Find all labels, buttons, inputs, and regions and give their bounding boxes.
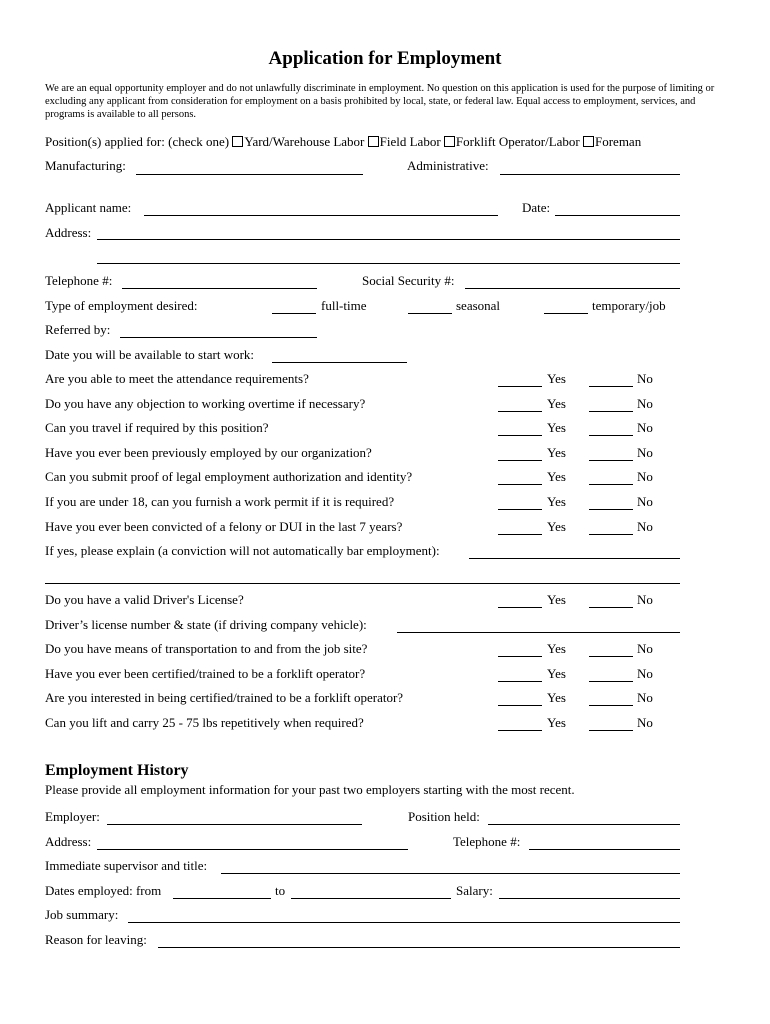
date-field[interactable]: [555, 215, 680, 216]
full-time-field[interactable]: [272, 313, 316, 314]
history-telephone-field[interactable]: [529, 849, 680, 850]
question-a-2-question: Can you travel if required by this position?: [45, 420, 269, 436]
date-label: Date:: [522, 200, 551, 215]
position-held-field[interactable]: [488, 824, 680, 825]
ssn-field[interactable]: [465, 288, 680, 289]
question-a-3-yes-label: Yes: [547, 444, 566, 460]
checkbox-field-labor[interactable]: [368, 136, 379, 147]
salary-field[interactable]: [499, 898, 680, 899]
option-field-labor: Field Labor: [379, 134, 441, 149]
question-a-2-no-label: No: [637, 420, 653, 436]
temporary-label: temporary/job: [592, 298, 666, 313]
reason-leaving-field[interactable]: [158, 947, 680, 948]
question-b-3-no-field[interactable]: [589, 730, 633, 731]
question-b-1-yes-label: Yes: [547, 665, 566, 681]
question-a-6-yes-field[interactable]: [498, 534, 542, 535]
telephone-label: Telephone #:: [45, 273, 113, 288]
question-a-0-yes-field[interactable]: [498, 386, 542, 387]
question-a-1-yes-field[interactable]: [498, 411, 542, 412]
question-a-4-yes-label: Yes: [547, 469, 566, 485]
employer-label: Employer:: [45, 809, 100, 824]
telephone-field[interactable]: [122, 288, 317, 289]
option-yard-warehouse: Yard/Warehouse Labor: [244, 134, 365, 149]
question-b-3-yes-field[interactable]: [498, 730, 542, 731]
applicant-name-label: Applicant name:: [45, 200, 132, 215]
question-a-1-yes-label: Yes: [547, 395, 566, 411]
question-a-6-no-label: No: [637, 518, 653, 534]
administrative-field[interactable]: [500, 174, 680, 175]
seasonal-label: seasonal: [456, 298, 501, 313]
conviction-explain-field-line-2[interactable]: [45, 583, 680, 584]
question-b-2-no-field[interactable]: [589, 705, 633, 706]
drivers-license-no-label: No: [637, 592, 653, 607]
question-a-6-yes-label: Yes: [547, 518, 566, 534]
job-summary-field[interactable]: [128, 922, 680, 923]
question-a-2-no-field[interactable]: [589, 435, 633, 436]
checkbox-forklift-operator[interactable]: [444, 136, 455, 147]
question-a-2-yes-field[interactable]: [498, 435, 542, 436]
applicant-name-field[interactable]: [144, 215, 498, 216]
question-b-0-yes-label: Yes: [547, 641, 566, 656]
question-b-2-no-label: No: [637, 690, 653, 706]
question-a-3-question: Have you ever been previously employed by our organization?: [45, 444, 372, 460]
history-address-label: Address:: [45, 834, 92, 849]
salary-label: Salary:: [456, 883, 493, 898]
full-time-label: full-time: [321, 298, 367, 313]
dates-to-field[interactable]: [291, 898, 451, 899]
checkbox-foreman[interactable]: [583, 136, 594, 147]
question-b-0-yes-field[interactable]: [498, 656, 542, 657]
conviction-explain-label: If yes, please explain (a conviction will not automatically bar employment):: [45, 543, 440, 558]
question-a-6-question: Have you ever been convicted of a felony or DUI in the last 7 years?: [45, 518, 403, 534]
question-b-2-yes-field[interactable]: [498, 705, 542, 706]
employment-type-label: Type of employment desired:: [45, 298, 198, 313]
page-title: Application for Employment: [268, 48, 502, 69]
job-summary-label: Job summary:: [45, 907, 119, 922]
drivers-license-yes-label: Yes: [547, 592, 566, 607]
question-a-5-question: If you are under 18, can you furnish a work permit if it is required?: [45, 494, 395, 509]
question-b-3-yes-label: Yes: [547, 714, 566, 730]
question-b-2-question: Are you interested in being certified/trained to be a forklift operator?: [45, 690, 404, 706]
question-a-5-no-field[interactable]: [589, 509, 633, 510]
address-field-line-1[interactable]: [97, 239, 680, 240]
question-a-3-no-label: No: [637, 444, 653, 460]
question-b-0-question: Do you have means of transportation to and from the job site?: [45, 641, 368, 656]
question-a-4-yes-field[interactable]: [498, 484, 542, 485]
question-b-1-yes-field[interactable]: [498, 681, 542, 682]
positions-row: [45, 134, 641, 150]
reason-leaving-label: Reason for leaving:: [45, 932, 147, 947]
option-forklift-operator: Forklift Operator/Labor: [455, 134, 580, 149]
question-a-4-no-label: No: [637, 469, 653, 485]
question-b-3-question: Can you lift and carry 25 - 75 lbs repetitively when required?: [45, 714, 364, 730]
question-a-5-yes-field[interactable]: [498, 509, 542, 510]
available-date-field[interactable]: [272, 362, 407, 363]
referred-by-label: Referred by:: [45, 322, 111, 337]
question-a-0-no-label: No: [637, 371, 653, 386]
question-a-6-no-field[interactable]: [589, 534, 633, 535]
license-number-field[interactable]: [397, 632, 680, 633]
conviction-explain-field[interactable]: [469, 558, 680, 559]
temporary-field[interactable]: [544, 313, 588, 314]
question-a-4-question: Can you submit proof of legal employment authorization and identity?: [45, 469, 413, 485]
employment-history-heading: Employment History: [45, 762, 189, 779]
history-address-field[interactable]: [97, 849, 408, 850]
dates-from-label: Dates employed: from: [45, 883, 162, 898]
drivers-license-no-field[interactable]: [589, 607, 633, 608]
employer-field[interactable]: [107, 824, 362, 825]
question-b-0-no-label: No: [637, 641, 653, 656]
question-a-3-no-field[interactable]: [589, 460, 633, 461]
question-b-1-no-label: No: [637, 665, 653, 681]
equal-opportunity-statement: We are an equal opportunity employer and do not unlawfully discriminate in employment. No question on this application is used for the purpose of limiting or excluding any applicant from consideration for employment on a basis prohibited by local, state, or federal law. Equal access to employment, services, and programs is available to all persons.: [45, 83, 715, 120]
supervisor-label: Immediate supervisor and title:: [45, 858, 208, 873]
position-held-label: Position held:: [408, 809, 480, 824]
drivers-license-yes-field[interactable]: [498, 607, 542, 608]
option-foreman: Foreman: [594, 134, 642, 149]
positions-label: Position(s) applied for: (check one): [45, 134, 230, 149]
dates-from-field[interactable]: [173, 898, 271, 899]
seasonal-field[interactable]: [408, 313, 452, 314]
question-b-1-question: Have you ever been certified/trained to be a forklift operator?: [45, 665, 366, 681]
question-b-2-yes-label: Yes: [547, 690, 566, 706]
question-a-4-no-field[interactable]: [589, 484, 633, 485]
license-number-label: Driver’s license number & state (if driving company vehicle):: [45, 617, 367, 632]
employment-history-instructions: Please provide all employment information for your past two employers starting with the most recent.: [45, 782, 575, 797]
manufacturing-field[interactable]: [136, 174, 363, 175]
question-a-5-yes-label: Yes: [547, 494, 566, 509]
manufacturing-label: Manufacturing:: [45, 158, 126, 173]
ssn-label: Social Security #:: [362, 273, 455, 288]
question-b-0-no-field[interactable]: [589, 656, 633, 657]
address-label: Address:: [45, 225, 92, 240]
question-a-0-yes-label: Yes: [547, 371, 566, 386]
available-date-label: Date you will be available to start work:: [45, 347, 255, 362]
drivers-license-question: Do you have a valid Driver's License?: [45, 592, 244, 607]
dates-to-label: to: [275, 883, 286, 898]
question-a-5-no-label: No: [637, 494, 653, 509]
history-telephone-label: Telephone #:: [453, 834, 521, 849]
question-a-0-no-field[interactable]: [589, 386, 633, 387]
question-a-2-yes-label: Yes: [547, 420, 566, 436]
checkbox-yard-warehouse[interactable]: [232, 136, 243, 147]
administrative-label: Administrative:: [407, 158, 489, 173]
supervisor-field[interactable]: [221, 873, 680, 874]
question-a-1-no-field[interactable]: [589, 411, 633, 412]
question-b-3-no-label: No: [637, 714, 653, 730]
address-field-line-2[interactable]: [97, 263, 680, 264]
referred-by-field[interactable]: [120, 337, 317, 338]
question-a-0-question: Are you able to meet the attendance requirements?: [45, 371, 309, 386]
question-a-1-question: Do you have any objection to working overtime if necessary?: [45, 395, 366, 411]
question-a-3-yes-field[interactable]: [498, 460, 542, 461]
question-a-1-no-label: No: [637, 395, 653, 411]
question-b-1-no-field[interactable]: [589, 681, 633, 682]
